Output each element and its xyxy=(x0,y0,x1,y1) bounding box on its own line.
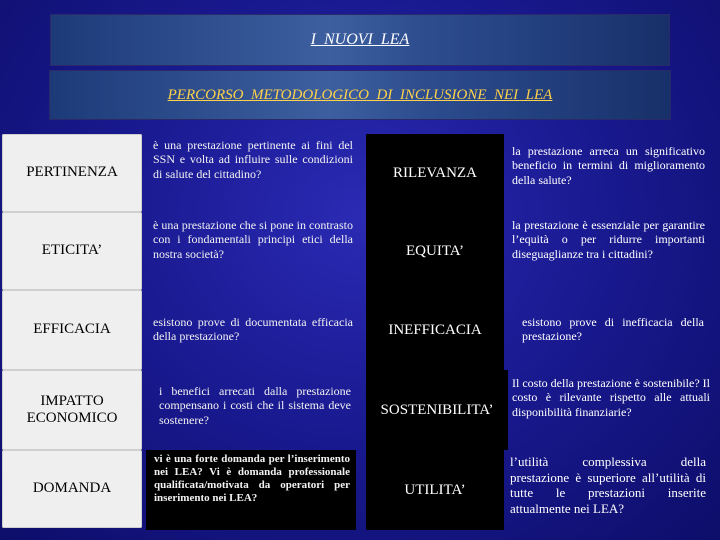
desc-utilita: l’utilità complessiva della prestazione è superiore all’utilità di tutte le prestazioni inserite attualmente nei LEA? xyxy=(510,454,706,516)
desc-eticita: è una prestazione che si pone in contrasto con i fondamentali principi etici della nostra società? xyxy=(153,218,353,261)
label-efficacia: EFFICACIA xyxy=(2,290,142,370)
desc-impatto-economico: i benefici arrecati dalla prestazione compensano i costi che il sistema deve sostenere? xyxy=(159,384,351,427)
page-subtitle: PERCORSO METODOLOGICO DI INCLUSIONE NEI LEA xyxy=(167,86,553,103)
desc-domanda: vi è una forte domanda per l’inserimento nei LEA? Vi è domanda professionale qualificata/motivata da operatori per inserimento nei LEA? xyxy=(154,453,350,504)
label-equita: EQUITA’ xyxy=(366,212,504,290)
label-domanda: DOMANDA xyxy=(2,450,142,528)
desc-rilevanza: la prestazione arreca un significativo beneficio in termini di miglioramento della salute? xyxy=(512,144,705,187)
subtitle-banner xyxy=(49,70,671,120)
label-pertinenza: PERTINENZA xyxy=(2,134,142,212)
label-utilita: UTILITA’ xyxy=(366,450,504,530)
title-banner xyxy=(50,14,670,66)
page-title: I NUOVI LEA xyxy=(310,31,410,48)
desc-efficacia: esistono prove di documentata efficacia della prestazione? xyxy=(153,315,353,344)
desc-inefficacia: esistono prove di inefficacia della prestazione? xyxy=(522,315,704,344)
desc-equita: la prestazione è essenziale per garantire l’equità o per ridurre importanti diseguaglianze tra i cittadini? xyxy=(512,218,705,261)
label-inefficacia: INEFFICACIA xyxy=(366,290,504,370)
desc-pertinenza: è una prestazione pertinente ai fini del SSN e volta ad influire sulle condizioni di salute del cittadino? xyxy=(153,138,353,181)
label-impatto-economico: IMPATTO ECONOMICO xyxy=(2,370,142,450)
label-eticita: ETICITA’ xyxy=(2,212,142,290)
label-rilevanza: RILEVANZA xyxy=(366,134,504,212)
desc-sostenibilita: Il costo della prestazione è sostenibile? Il costo è rilevante rispetto alle attuali disponibilità finanziarie? xyxy=(512,376,710,419)
label-sostenibilita: SOSTENIBILITA’ xyxy=(366,370,508,450)
